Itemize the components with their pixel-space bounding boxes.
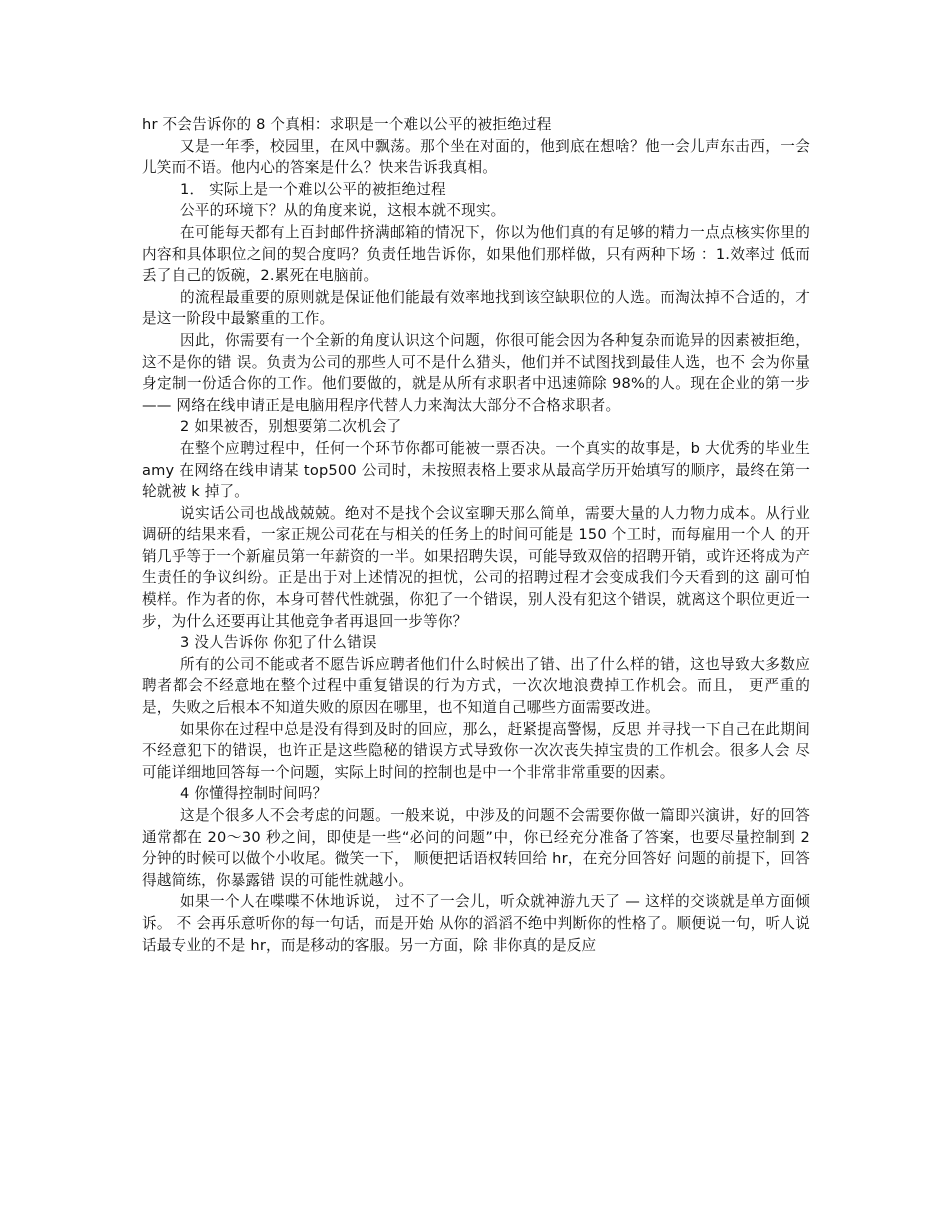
paragraph: 在可能每天都有上百封邮件挤满邮箱的情况下，你以为他们真的有足够的精力一点点核实你里的内容和具体职位之间的契合度吗？负责任地告诉你，如果他们那样做，只有两种下场 ：1.效率过 低而丢了自己的饭碗，2.累死在电脑前。 [142, 223, 810, 285]
section-heading-3: 3 没人告诉你 你犯了什么错误 [180, 634, 377, 652]
document-title: hr 不会告诉你的 8 个真相：求职是一个难以公平的被拒绝过程 [142, 116, 552, 133]
paragraph: 因此，你需要有一个全新的角度认识这个问题，你很可能会因为各种复杂而诡异的因素被拒绝，这不是你的错 误。负责为公司的那些人可不是什么猎头，他们并不试图找到最佳人选，也不 会为你量身定制一份适合你的工作。他们要做的，就是从所有求职者中迅速筛除 98%的人。现在企业的第一步—— 网络在线申请正是电脑用程序代替人力来淘汰大部分不合格求职者。 [142, 331, 810, 414]
paragraph: 这是个很多人不会考虑的问题。一般来说，中涉及的问题不会需要你做一篇即兴演讲，好的回答通常都在 20～30 秒之间，即使是一些“必问的问题”中，你已经充分准备了答案，也要尽量控制到 2 分钟的时候可以做个小收尾。微笑一下， 顺便把话语权转回给 hr，在充分回答好 问题的前提下，回答得越简练，你暴露错 误的可能性就越小。 [142, 807, 810, 889]
document-body [142, 114, 810, 956]
paragraph: 所有的公司不能或者不愿告诉应聘者他们什么时候出了错、出了什么样的错，这也导致大多数应聘者都会不经意地在整个过程中重复错误的行为方式，一次次地浪费掉工作机会。而且， 更严重的是，失败之后根本不知道失败的原因在哪里，也不知道自己哪些方面需要改进。 [142, 655, 810, 717]
section-heading-1: 1． 实际上是一个难以公平的被拒绝过程 [180, 180, 446, 198]
section-heading-2: 2 如果被否，别想要第二次机会了 [180, 418, 402, 436]
paragraph: 的流程最重要的原则就是保证他们能最有效率地找到该空缺职位的人选。而淘汰掉不合适的，才是这一阶段中最繁重的工作。 [142, 288, 810, 328]
section-heading-4: 4 你懂得控制时间吗？ [180, 785, 328, 803]
paragraph: 如果你在过程中总是没有得到及时的回应，那么，赶紧提高警惕，反思 并寻找一下自己在此期间不经意犯下的错误，也许正是这些隐秘的错误方式导致你一次次丧失掉宝贵的工作机会。很多人会 尽可能详细地回答每一个问题，实际上时间的控制也是中一个非常非常重要的因素。 [142, 720, 810, 781]
paragraph: 公平的环境下？从的角度来说，这根本就不现实。 [180, 202, 506, 220]
intro-paragraph: 又是一年季，校园里，在风中飘荡。那个坐在对面的，他到底在想啥？他一会儿声东击西，一会儿笑而不语。他内心的答案是什么？快来告诉我真相。 [142, 137, 810, 177]
paragraph: 说实话公司也战战兢兢。绝对不是找个会议室聊天那么简单，需要大量的人力物力成本。从行业调研的结果来看，一家正规公司花在与相关的任务上的时间可能是 150 个工时，而每雇用一个人 的开销几乎等于一个新雇员第一年薪资的一半。如果招聘失误，可能导致双倍的招聘开销，或许还将成为产生责任的争议纠纷。正是出于对上述情况的担忧，公司的招聘过程才会变成我们今天看到的这 副可怕模样。作为者的你，本身可替代性就强，你犯了一个错误，别人没有犯这个错误，就离这个职位更近一步，为什么还要再让其他竞争者再退回一步等你？ [142, 504, 810, 630]
paragraph: 如果一个人在喋喋不休地诉说， 过不了一会儿，听众就神游九天了 — 这样的交谈就是单方面倾诉。 不 会再乐意听你的每一句话，而是开始 从你的滔滔不绝中判断你的性格了。顺便说一句，听人说话最专业的不是 hr，而是移动的客服。另一方面，除 非你真的是反应 [142, 893, 810, 954]
paragraph: 在整个应聘过程中，任何一个环节你都可能被一票否决。一个真实的故事是，b 大优秀的毕业生 amy 在网络在线申请某 top500 公司时，未按照表格上要求从最高学历开始填写的顺序，最终在第一轮就被 k 掉了。 [142, 439, 810, 501]
